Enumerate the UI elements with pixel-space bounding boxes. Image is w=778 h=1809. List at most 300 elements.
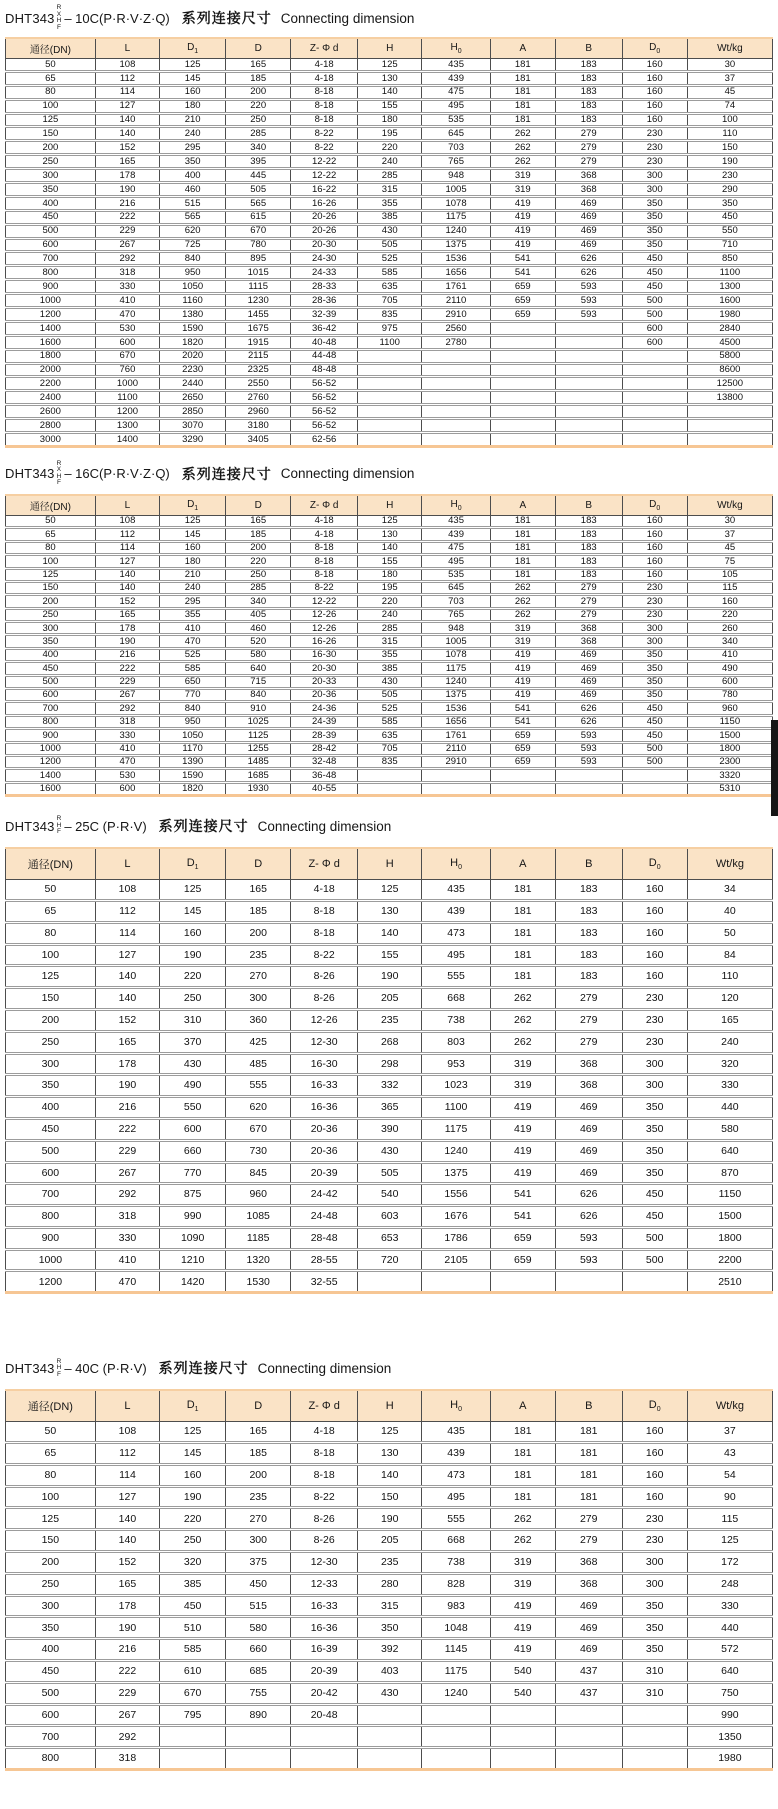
table-cell: 140	[358, 1464, 422, 1486]
table-cell: 108	[95, 515, 159, 527]
table-cell: 100	[6, 99, 96, 113]
table-cell: 183	[555, 568, 622, 581]
table-cell: 460	[226, 622, 291, 635]
table-cell: 230	[622, 155, 687, 169]
table-cell: 230	[687, 169, 772, 183]
table-cell: 350	[6, 635, 96, 648]
table-cell: 230	[622, 595, 687, 608]
table-cell: 2400	[6, 391, 96, 405]
table-cell: 450	[6, 1118, 96, 1140]
table-cell: 2910	[422, 755, 490, 768]
table-cell: 262	[490, 1530, 555, 1552]
table-cell: 2600	[6, 405, 96, 419]
table-cell	[490, 1726, 555, 1748]
table-cell: 28-36	[291, 294, 358, 308]
table-cell: 20-36	[291, 689, 358, 702]
table-cell: 430	[358, 675, 422, 688]
table-cell: 2105	[422, 1249, 490, 1271]
table-cell: 80	[6, 541, 96, 554]
table-cell: 1210	[160, 1249, 226, 1271]
table-cell: 350	[622, 196, 687, 210]
table-cell: 525	[358, 252, 422, 266]
table-cell: 368	[555, 1053, 622, 1075]
table-cell: 410	[160, 622, 226, 635]
table-cell: 183	[555, 922, 622, 944]
table-cell: 300	[622, 635, 687, 648]
table-cell: 160	[622, 880, 687, 901]
table-cell: 165	[226, 59, 291, 72]
model-code: DHT343	[5, 1360, 55, 1376]
table-cell: 1050	[160, 280, 226, 294]
table-cell: 319	[490, 1552, 555, 1574]
table-cell: 1390	[160, 755, 226, 768]
table-cell: 108	[95, 1422, 159, 1443]
table-cell	[687, 419, 772, 433]
table-cell: 229	[95, 1682, 159, 1704]
table-cell: 1078	[422, 196, 490, 210]
table-row	[6, 622, 773, 635]
table-cell	[622, 405, 687, 419]
column-header: L	[95, 495, 159, 516]
table-cell: 5800	[687, 349, 772, 363]
table-cell: 659	[490, 1227, 555, 1249]
table-cell: 260	[687, 622, 772, 635]
table-cell: 222	[95, 662, 159, 675]
table-cell: 845	[226, 1162, 291, 1184]
table-cell	[422, 1704, 490, 1726]
table-row	[6, 1118, 773, 1140]
column-header: 通径(DN)	[6, 1390, 96, 1422]
table-cell: 160	[622, 1486, 687, 1508]
table-cell: 1600	[6, 335, 96, 349]
table-cell: 593	[555, 1227, 622, 1249]
table-cell: 1200	[6, 755, 96, 768]
table-cell: 419	[490, 1595, 555, 1617]
table-cell: 419	[490, 1118, 555, 1140]
column-header: B	[555, 1390, 622, 1422]
table-cell: 540	[490, 1661, 555, 1683]
table-row	[6, 252, 773, 266]
table-cell: 75	[687, 555, 772, 568]
table-row	[6, 196, 773, 210]
table-cell: 37	[687, 528, 772, 541]
table-cell: 80	[6, 1464, 96, 1486]
table-cell: 8-18	[291, 900, 358, 922]
table-cell: 28-42	[291, 742, 358, 755]
table-cell: 262	[490, 1508, 555, 1530]
table-cell: 385	[160, 1573, 226, 1595]
table-cell: 240	[358, 155, 422, 169]
table-row	[6, 59, 773, 72]
table-row	[6, 169, 773, 183]
table-cell: 700	[6, 252, 96, 266]
table-cell: 183	[555, 528, 622, 541]
table-cell: 150	[6, 581, 96, 594]
table-cell: 165	[226, 515, 291, 527]
table-cell: 130	[358, 900, 422, 922]
table-cell: 770	[160, 689, 226, 702]
table-cell: 650	[160, 675, 226, 688]
table-cell: 626	[555, 1206, 622, 1228]
table-cell	[490, 335, 555, 349]
table-cell: 230	[622, 1530, 687, 1552]
table-cell: 950	[160, 715, 226, 728]
table-cell: 469	[555, 1595, 622, 1617]
table-row	[6, 715, 773, 728]
table-cell: 165	[95, 1031, 159, 1053]
table-row	[6, 1617, 773, 1639]
table-cell: 20-26	[291, 224, 358, 238]
table-cell: 155	[358, 99, 422, 113]
pressure-class: – 10C(P·R·V·Z·Q)	[64, 10, 170, 26]
table-cell	[291, 1726, 358, 1748]
table-cell: 195	[358, 127, 422, 141]
table-cell: 670	[95, 349, 159, 363]
table-cell: 350	[622, 210, 687, 224]
table-row	[6, 1140, 773, 1162]
table-cell: 450	[687, 210, 772, 224]
table-cell: 1375	[422, 689, 490, 702]
table-cell: 24-39	[291, 715, 358, 728]
table-cell: 2200	[687, 1249, 772, 1271]
table-cell: 400	[6, 196, 96, 210]
table-cell: 469	[555, 689, 622, 702]
table-cell: 435	[422, 59, 490, 72]
table-cell: 645	[422, 581, 490, 594]
table-cell: 435	[422, 515, 490, 527]
table-cell: 230	[622, 141, 687, 155]
table-cell: 20-42	[291, 1682, 358, 1704]
table-cell: 165	[226, 880, 291, 901]
table-cell: 292	[95, 702, 159, 715]
series-title-en: Connecting dimension	[257, 818, 392, 834]
table-cell: 585	[160, 1639, 226, 1661]
scrollbar-thumb[interactable]	[771, 720, 778, 816]
table-cell: 541	[490, 1184, 555, 1206]
table-cell: 125	[160, 59, 226, 72]
table-cell: 16-30	[291, 1053, 358, 1075]
table-cell: 12-26	[291, 622, 358, 635]
table-cell: 195	[358, 581, 422, 594]
table-cell: 368	[555, 1075, 622, 1097]
table-cell: 262	[490, 581, 555, 594]
table-cell: 360	[226, 1009, 291, 1031]
table-cell: 181	[555, 1464, 622, 1486]
table-row	[6, 1031, 773, 1053]
table-cell: 310	[160, 1009, 226, 1031]
table-cell: 285	[358, 622, 422, 635]
table-cell: 330	[95, 1227, 159, 1249]
table-cell: 350	[622, 238, 687, 252]
table-cell: 670	[160, 1682, 226, 1704]
table-cell: 1500	[687, 1206, 772, 1228]
table-row	[6, 702, 773, 715]
variant-letter: F	[56, 23, 61, 31]
table-cell	[622, 349, 687, 363]
table-cell: 419	[490, 1639, 555, 1661]
table-row	[6, 1573, 773, 1595]
table-cell: 8-18	[291, 541, 358, 554]
table-cell: 178	[95, 622, 159, 635]
table-cell: 470	[160, 635, 226, 648]
table-row	[6, 71, 773, 85]
table-cell: 1455	[226, 308, 291, 322]
table-row	[6, 85, 773, 99]
table-cell: 300	[6, 1053, 96, 1075]
table-cell: 100	[6, 944, 96, 966]
table-cell: 593	[555, 742, 622, 755]
table-cell: 183	[555, 515, 622, 527]
table-cell: 160	[622, 541, 687, 554]
table-cell: 700	[6, 1726, 96, 1748]
table-cell: 140	[95, 1508, 159, 1530]
table-cell: 1240	[422, 1682, 490, 1704]
table-cell: 216	[95, 1639, 159, 1661]
table-cell: 34	[687, 880, 772, 901]
table-cell: 350	[622, 1162, 687, 1184]
table-cell: 659	[490, 280, 555, 294]
table-cell: 165	[226, 1422, 291, 1443]
column-header: Z- Φ d	[291, 38, 358, 59]
table-cell: 160	[622, 515, 687, 527]
table-cell: 220	[160, 966, 226, 988]
table-cell: 1536	[422, 702, 490, 715]
table-cell: 172	[687, 1552, 772, 1574]
table-cell	[687, 433, 772, 447]
table-cell	[622, 1726, 687, 1748]
table-cell: 555	[422, 1508, 490, 1530]
table-cell: 670	[226, 1118, 291, 1140]
table-cell: 140	[95, 988, 159, 1010]
table-cell: 469	[555, 224, 622, 238]
column-header: $H_0$	[422, 848, 490, 880]
table-cell: 469	[555, 1162, 622, 1184]
table-cell: 150	[6, 1530, 96, 1552]
table-row	[6, 689, 773, 702]
table-cell: 419	[490, 196, 555, 210]
column-header: D	[226, 848, 291, 880]
table-cell: 505	[358, 238, 422, 252]
table-cell: 385	[358, 662, 422, 675]
table-cell: 279	[555, 155, 622, 169]
table-row	[6, 988, 773, 1010]
table-cell: 710	[687, 238, 772, 252]
table-cell: 300	[622, 1053, 687, 1075]
table-cell: 20-26	[291, 210, 358, 224]
table-cell: 190	[358, 1508, 422, 1530]
table-cell: 152	[95, 1009, 159, 1031]
table-cell: 430	[358, 1682, 422, 1704]
column-header: L	[95, 848, 159, 880]
table-cell: 285	[226, 581, 291, 594]
table-cell: 8-26	[291, 1530, 358, 1552]
table-cell: 74	[687, 99, 772, 113]
table-cell: 330	[687, 1075, 772, 1097]
table-cell: 580	[687, 1118, 772, 1140]
table-cell: 593	[555, 308, 622, 322]
table-cell: 2760	[226, 391, 291, 405]
table-cell: 350	[622, 1617, 687, 1639]
table-cell: 340	[687, 635, 772, 648]
table-cell: 1230	[226, 294, 291, 308]
table-cell: 40-55	[291, 782, 358, 795]
table-row	[6, 1053, 773, 1075]
table-cell: 593	[555, 729, 622, 742]
table-cell	[422, 363, 490, 377]
table-cell: 160	[622, 900, 687, 922]
table-cell: 181	[555, 1486, 622, 1508]
table-cell: 350	[622, 675, 687, 688]
table-cell: 127	[95, 1486, 159, 1508]
table-cell: 210	[160, 568, 226, 581]
table-row	[6, 648, 773, 661]
table-cell: 450	[622, 1206, 687, 1228]
table-cell: 114	[95, 922, 159, 944]
table-cell	[358, 1748, 422, 1770]
series-title-en: Connecting dimension	[280, 10, 415, 26]
table-cell: 475	[422, 85, 490, 99]
table-cell	[226, 1726, 291, 1748]
table-row	[6, 769, 773, 782]
table-row	[6, 1486, 773, 1508]
table-cell: 535	[422, 568, 490, 581]
table-cell: 267	[95, 689, 159, 702]
table-cell: 319	[490, 1075, 555, 1097]
table-cell: 185	[226, 1443, 291, 1465]
table-cell: 178	[95, 169, 159, 183]
table-cell: 659	[490, 755, 555, 768]
table-cell: 593	[555, 1249, 622, 1271]
table-cell: 530	[95, 769, 159, 782]
table-cell: 127	[95, 944, 159, 966]
table-cell: 120	[687, 988, 772, 1010]
table-cell: 469	[555, 1140, 622, 1162]
table-cell: 190	[160, 944, 226, 966]
table-cell: 1400	[6, 769, 96, 782]
table-cell: 626	[555, 1184, 622, 1206]
table-cell	[358, 391, 422, 405]
table-cell: 190	[358, 966, 422, 988]
table-row	[6, 922, 773, 944]
table-cell: 185	[226, 71, 291, 85]
table-cell: 210	[160, 113, 226, 127]
table-cell: 541	[490, 252, 555, 266]
table-cell: 28-39	[291, 729, 358, 742]
table-cell	[490, 419, 555, 433]
table-cell: 585	[160, 662, 226, 675]
table-cell: 200	[226, 85, 291, 99]
table-cell: 368	[555, 169, 622, 183]
table-cell: 8-18	[291, 568, 358, 581]
table-cell: 200	[6, 1552, 96, 1574]
table-cell: 250	[6, 1573, 96, 1595]
table-cell: 4-18	[291, 71, 358, 85]
table-cell	[422, 391, 490, 405]
table-cell: 285	[358, 169, 422, 183]
table-row	[6, 1530, 773, 1552]
table-cell: 190	[95, 1075, 159, 1097]
table-cell: 910	[226, 702, 291, 715]
table-cell: 279	[555, 127, 622, 141]
table-cell: 8-26	[291, 988, 358, 1010]
table-cell	[422, 419, 490, 433]
table-cell: 240	[687, 1031, 772, 1053]
table-cell: 1676	[422, 1206, 490, 1228]
table-cell	[358, 1704, 422, 1726]
table-cell: 145	[160, 71, 226, 85]
table-cell	[422, 405, 490, 419]
header-row	[6, 495, 773, 516]
table-cell: 770	[160, 1162, 226, 1184]
table-cell: 410	[95, 294, 159, 308]
table-section-25c	[5, 816, 773, 1294]
table-cell: 180	[160, 555, 226, 568]
table-cell: 3180	[226, 419, 291, 433]
table-cell: 368	[555, 1552, 622, 1574]
table-cell: 222	[95, 1661, 159, 1683]
table-row	[6, 675, 773, 688]
table-cell: 115	[687, 1508, 772, 1530]
table-cell: 1005	[422, 183, 490, 197]
table-section-40c	[5, 1358, 773, 1771]
variant-letter: X	[56, 10, 62, 18]
table-row	[6, 280, 773, 294]
table-cell: 229	[95, 224, 159, 238]
table-cell: 125	[160, 515, 226, 527]
table-cell: 355	[160, 608, 226, 621]
table-cell: 1145	[422, 1639, 490, 1661]
table-row	[6, 155, 773, 169]
table-cell	[555, 391, 622, 405]
table-cell	[490, 769, 555, 782]
table-cell: 1125	[226, 729, 291, 742]
table-cell: 230	[622, 581, 687, 594]
table-cell: 870	[687, 1162, 772, 1184]
table-cell: 470	[95, 755, 159, 768]
table-cell: 318	[95, 266, 159, 280]
table-cell: 185	[226, 528, 291, 541]
table-cell: 439	[422, 1443, 490, 1465]
table-cell: 1100	[358, 335, 422, 349]
table-row	[6, 1206, 773, 1228]
table-row	[6, 1271, 773, 1293]
table-cell: 1656	[422, 266, 490, 280]
table-cell: 20-30	[291, 662, 358, 675]
table-cell: 2230	[160, 363, 226, 377]
table-cell: 350	[6, 1617, 96, 1639]
table-cell: 738	[422, 1009, 490, 1031]
table-cell: 2780	[422, 335, 490, 349]
table-cell: 262	[490, 155, 555, 169]
table-cell: 1820	[160, 335, 226, 349]
table-cell: 1980	[687, 1748, 772, 1770]
table-row	[6, 335, 773, 349]
table-cell: 4-18	[291, 1422, 358, 1443]
table-cell: 795	[160, 1704, 226, 1726]
table-cell: 319	[490, 1053, 555, 1075]
table-cell: 300	[622, 183, 687, 197]
table-cell: 2560	[422, 321, 490, 335]
table-cell: 626	[555, 266, 622, 280]
table-cell: 659	[490, 1249, 555, 1271]
table-cell: 330	[95, 729, 159, 742]
table-cell: 350	[622, 1097, 687, 1119]
table-cell: 181	[490, 880, 555, 901]
table-row	[6, 1009, 773, 1031]
table-cell: 469	[555, 1639, 622, 1661]
table-cell: 160	[622, 528, 687, 541]
table-cell: 1400	[6, 321, 96, 335]
